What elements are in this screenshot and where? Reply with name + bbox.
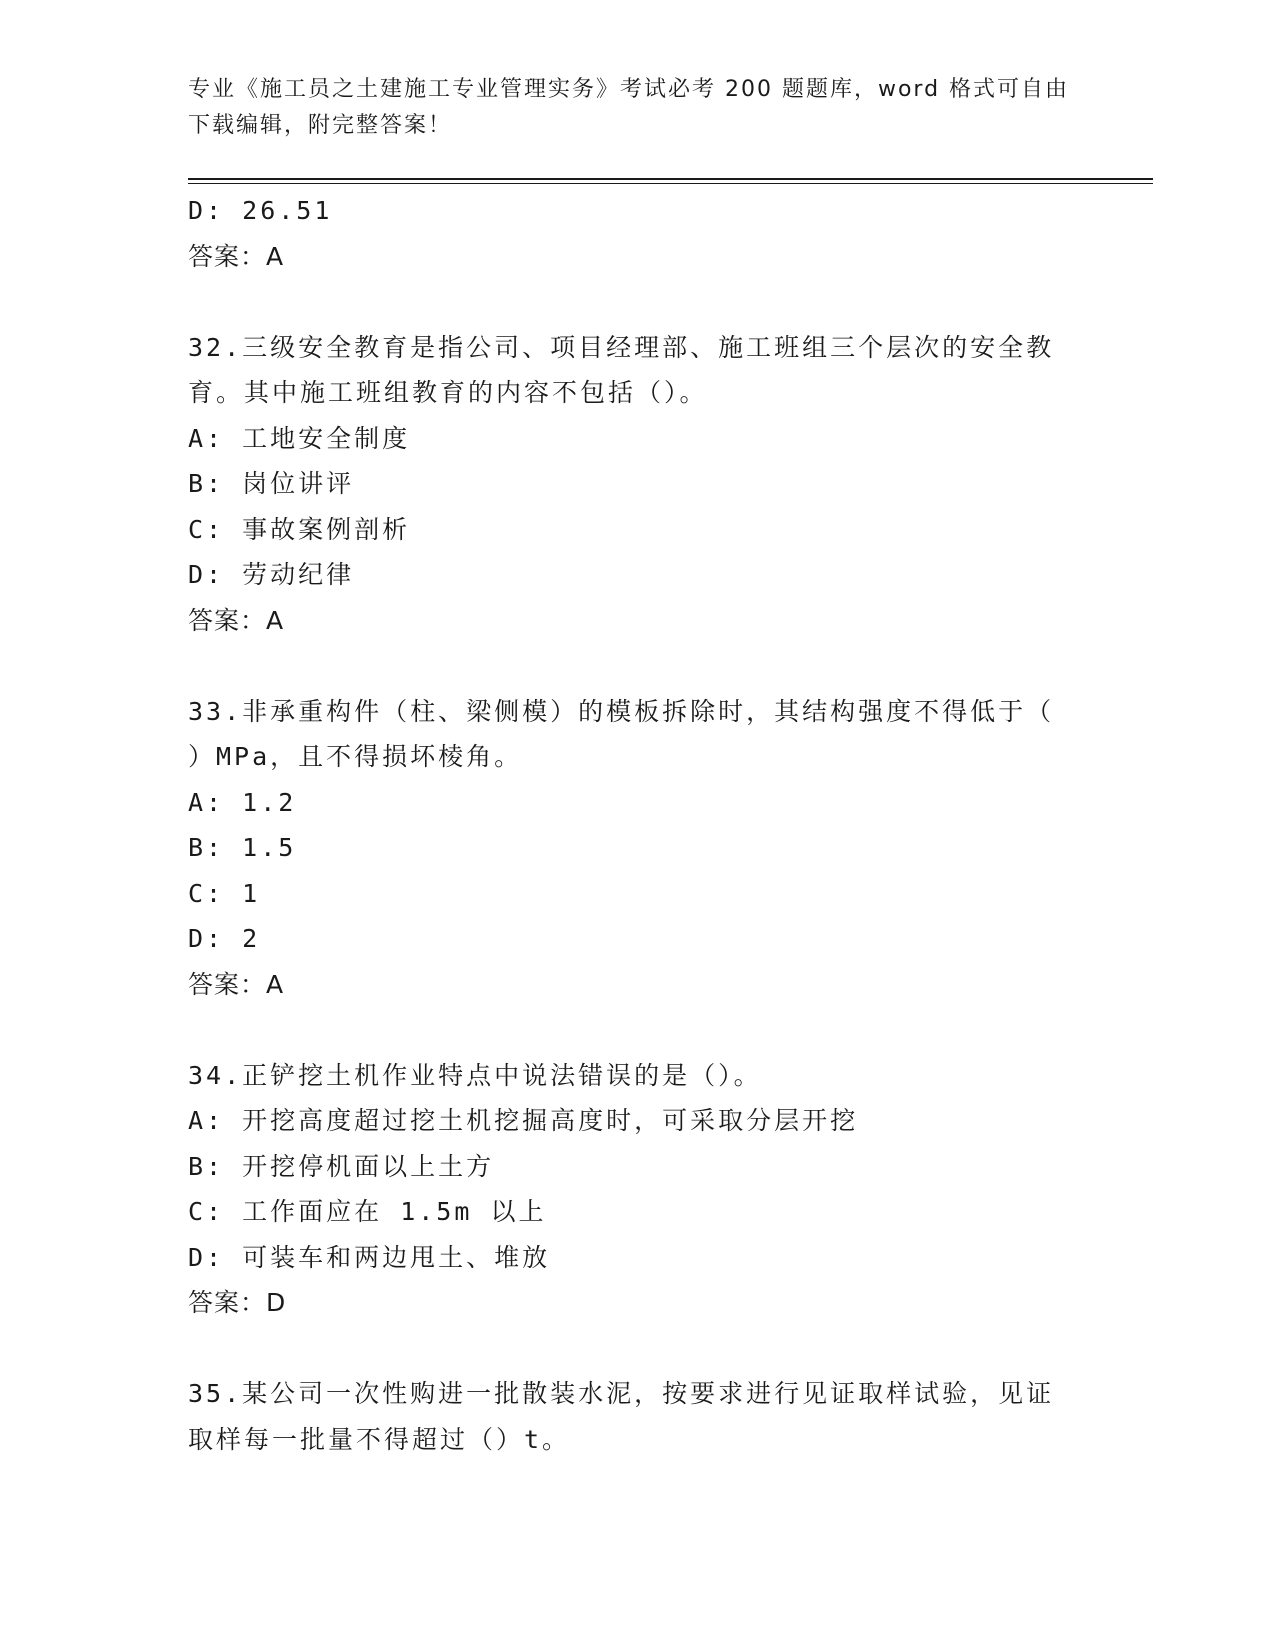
answer: 答案：D [188, 1288, 287, 1317]
header-divider-thick [188, 178, 1153, 180]
question-stem-line: ）MPa，且不得损坏棱角。 [188, 742, 523, 771]
document-header [188, 72, 1088, 144]
spacer [188, 643, 1088, 689]
option-b: B: 开挖停机面以上土方 [188, 1151, 495, 1181]
question-34 [188, 1053, 1088, 1326]
option-b: B: 1.5 [188, 833, 297, 862]
option-d: D: 劳动纪律 [188, 560, 355, 589]
option-c: C: 1 [188, 878, 261, 908]
answer: 答案：A [188, 969, 285, 999]
option-a: A: 1.2 [188, 787, 297, 817]
option-c: C: 事故案例剖析 [188, 514, 411, 544]
question-stem-line: 34.正铲挖土机作业特点中说法错误的是（）。 [188, 1060, 762, 1090]
question-32 [188, 325, 1088, 644]
header-divider-thin [188, 183, 1153, 184]
question-stem-line: 育。其中施工班组教育的内容不包括（）。 [188, 378, 708, 407]
spacer [188, 1326, 1088, 1372]
option-d: D: 可装车和两边甩土、堆放 [188, 1242, 551, 1272]
answer: 答案：A [188, 605, 285, 635]
prev-option-d: D: 26.51 [188, 196, 333, 225]
option-a: A: 开挖高度超过挖土机挖掘高度时，可采取分层开挖 [188, 1106, 859, 1135]
header-title-line-2: 下载编辑，附完整答案！ [188, 113, 453, 138]
option-c: C: 工作面应在 1.5m 以上 [188, 1197, 547, 1226]
option-a: A: 工地安全制度 [188, 423, 411, 453]
question-stem-line: 取样每一批量不得超过（）t。 [188, 1424, 571, 1454]
spacer [188, 1007, 1088, 1053]
option-d: D: 2 [188, 924, 261, 953]
spacer [188, 279, 1088, 325]
header-title-line-1: 专业《施工员之土建施工专业管理实务》考试必考 200 题题库，word 格式可自由 [188, 77, 1070, 102]
option-b: B: 岗位讲评 [188, 469, 355, 498]
question-35 [188, 1371, 1088, 1462]
question-stem-line: 35.某公司一次性购进一批散装水泥，按要求进行见证取样试验，见证 [188, 1379, 1055, 1408]
question-stem-line: 32.三级安全教育是指公司、项目经理部、施工班组三个层次的安全教 [188, 332, 1055, 362]
question-33 [188, 689, 1088, 1008]
prev-answer: 答案：A [188, 241, 285, 271]
question-list [188, 188, 1088, 1462]
question-stem-line: 33.非承重构件（柱、梁侧模）的模板拆除时，其结构强度不得低于（ [188, 696, 1055, 726]
